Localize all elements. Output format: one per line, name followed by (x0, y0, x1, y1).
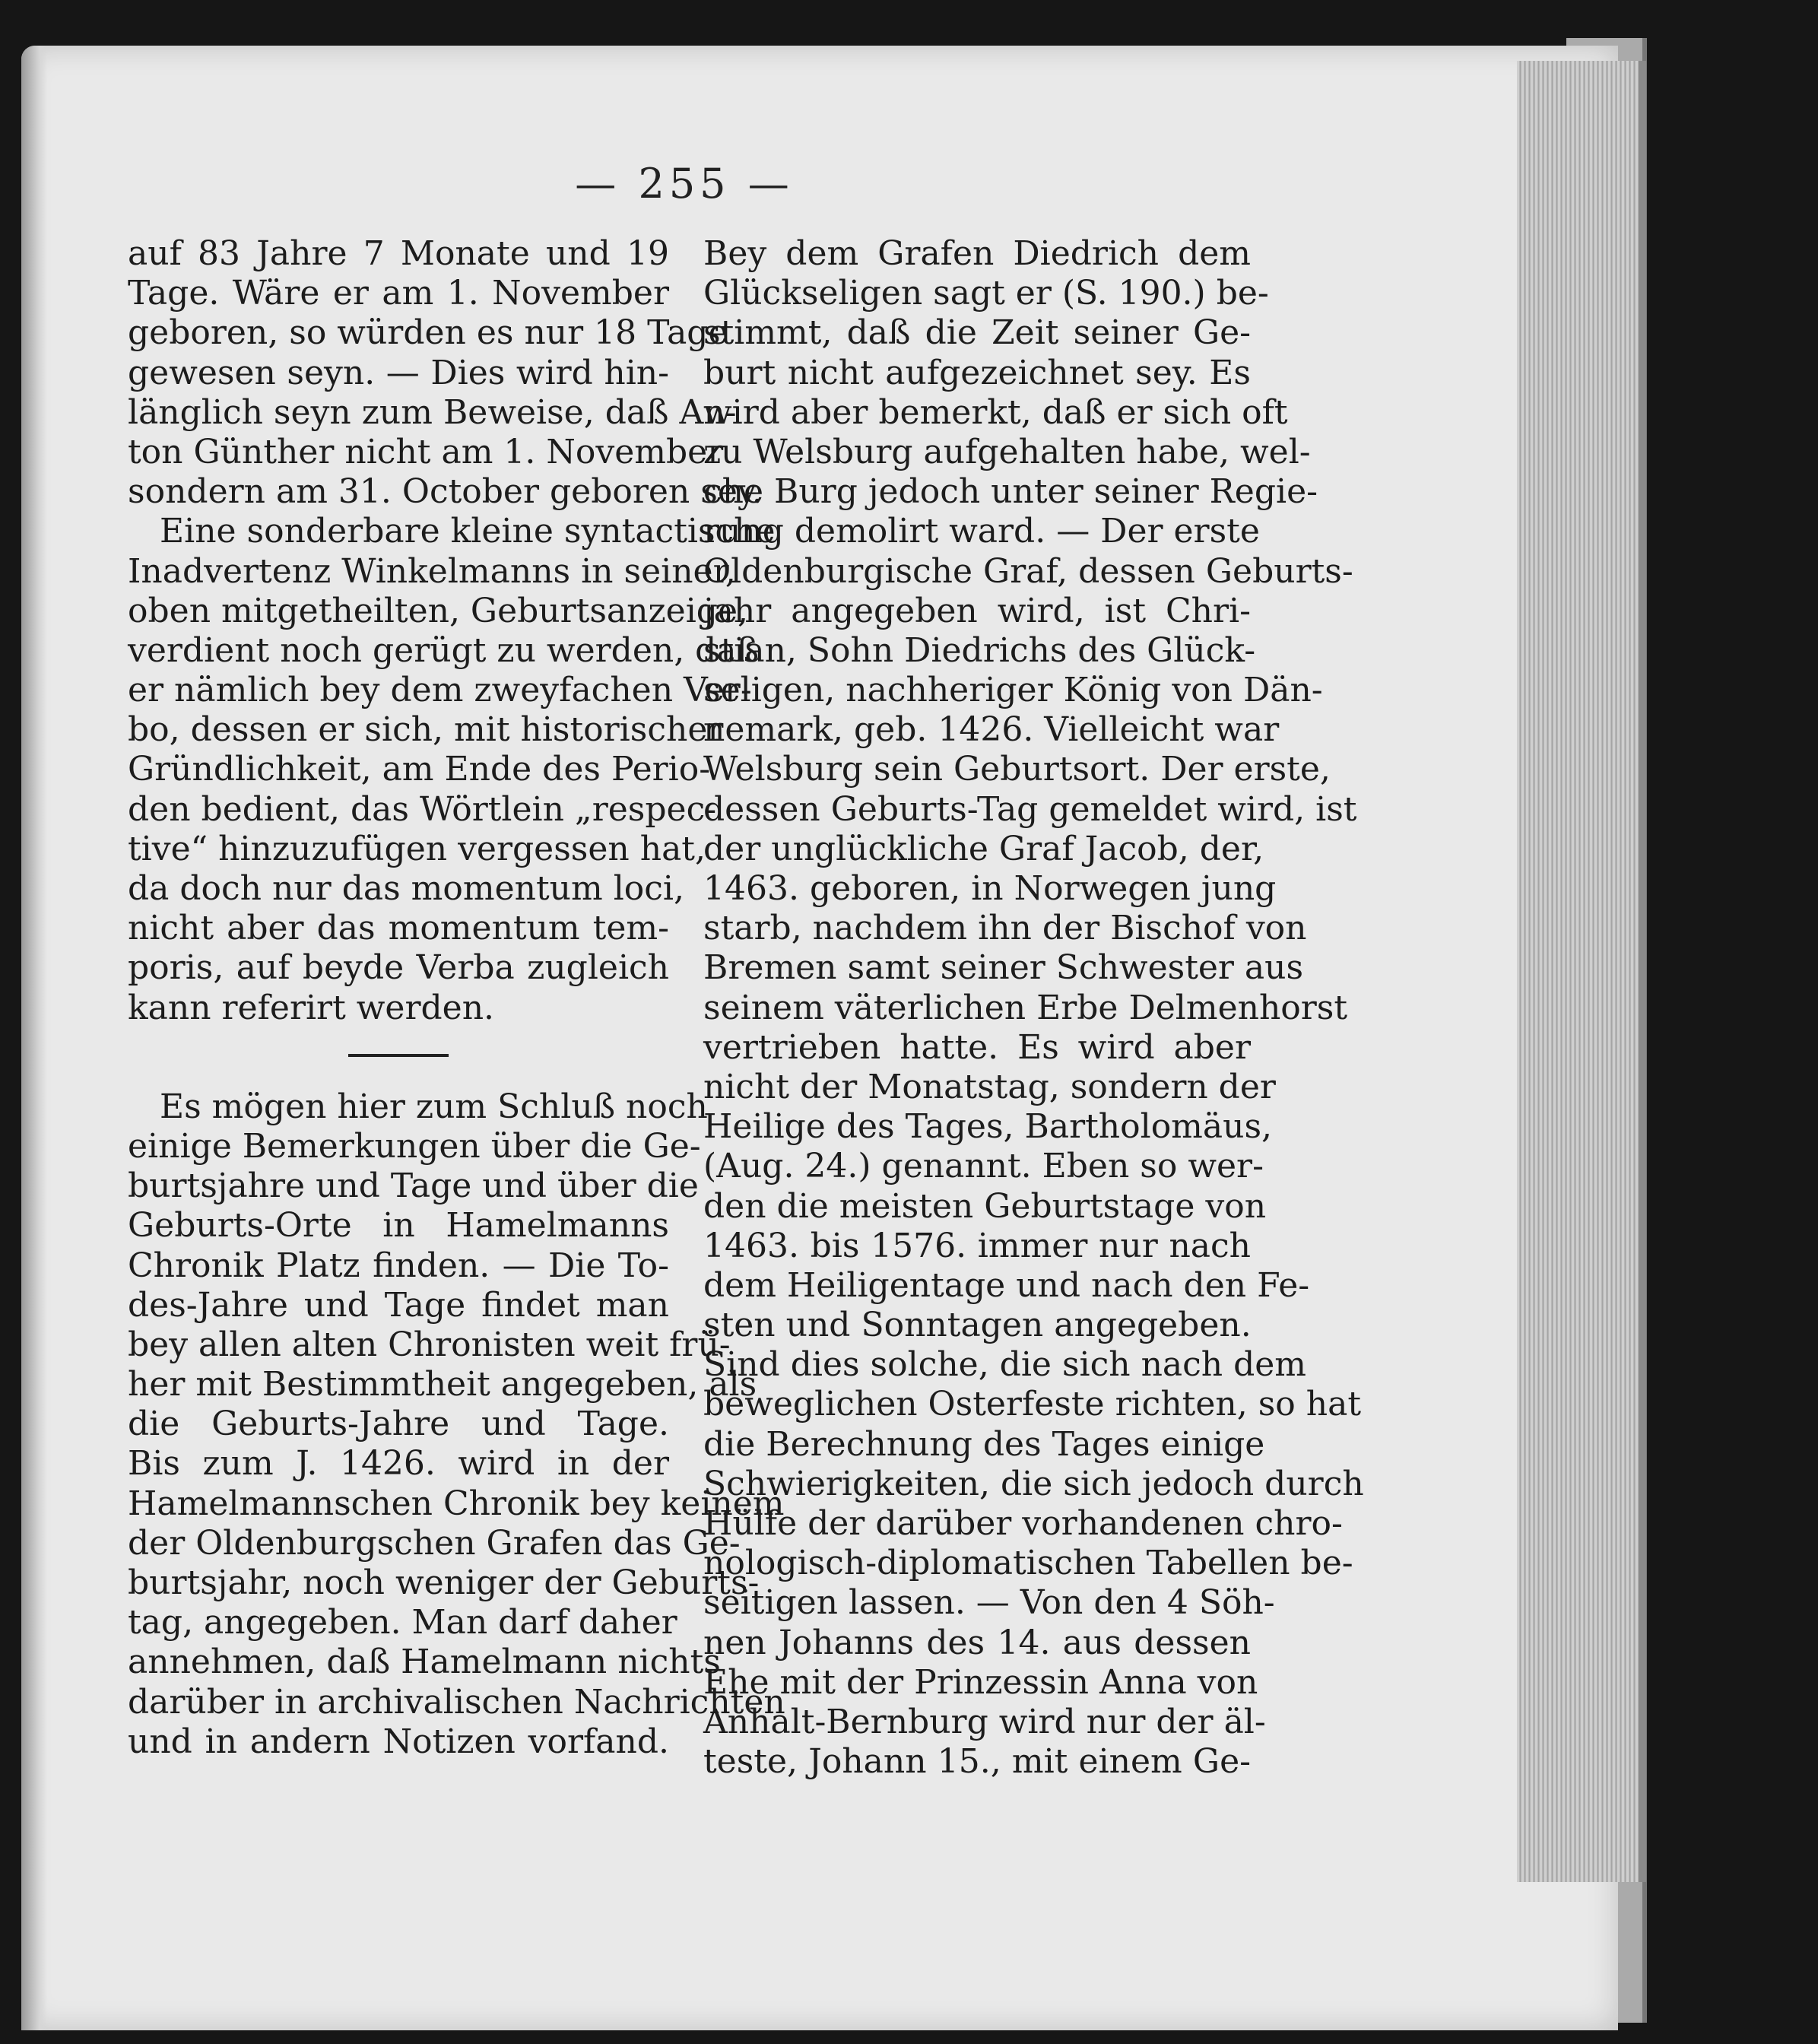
text-line: Sind dies solche, die sich nach dem (703, 1345, 1307, 1385)
text-line: nologisch-diplomatischen Tabellen be- (703, 1544, 1353, 1583)
text-line: tive“ hinzuzufügen vergessen hat, (128, 829, 706, 868)
text-line: einige Bemerkungen über die Ge- (128, 1126, 701, 1166)
text-line: Tage. Wäre er am 1. November (128, 274, 669, 313)
page-number: — 255 — (575, 160, 794, 208)
text-line: zu Welsburg aufgehalten habe, wel- (703, 432, 1311, 471)
text-line: annehmen, daß Hamelmann nichts (128, 1642, 721, 1682)
text-line: nicht aber das momentum tem- (128, 909, 669, 948)
text-line: Bis zum J. 1426. wird in der (128, 1444, 669, 1484)
text-line: Bremen samt seiner Schwester aus (703, 948, 1304, 988)
text-line: oben mitgetheilten, Geburtsanzeige, (128, 591, 748, 630)
text-line: Welsburg sein Geburtsort. Der erste, (703, 750, 1331, 789)
text-line: des-Jahre und Tage findet man (128, 1285, 669, 1325)
text-line: und in andern Notizen vorfand. (128, 1722, 669, 1761)
text-line: da doch nur das momentum loci, (128, 869, 684, 908)
text-line: dem Heiligentage und nach den Fe- (703, 1265, 1310, 1305)
text-line: Eine sonderbare kleine syntactische (160, 512, 776, 551)
text-line: 1463. geboren, in Norwegen jung (703, 869, 1277, 908)
text-line: kann referirt werden. (128, 988, 495, 1027)
text-line: Hülfe der darüber vorhandenen chro- (703, 1504, 1343, 1543)
text-line: der Oldenburgschen Grafen das Ge- (128, 1523, 741, 1563)
text-line: der unglückliche Graf Jacob, der, (703, 829, 1264, 868)
paragraph-3 (128, 1087, 785, 1762)
text-line: nemark, geb. 1426. Vielleicht war (703, 710, 1280, 750)
text-line: darüber in archivalischen Nachrichten (128, 1682, 785, 1722)
text-line: che Burg jedoch unter seiner Regie- (703, 472, 1318, 512)
text-line: die Berechnung des Tages einige (703, 1424, 1265, 1464)
text-line: Heilige des Tages, Bartholomäus, (703, 1107, 1273, 1147)
text-line: Gründlichkeit, am Ende des Perio- (128, 750, 711, 789)
text-line: 1463. bis 1576. immer nur nach (703, 1226, 1251, 1265)
text-line: beweglichen Osterfeste richten, so hat (703, 1385, 1362, 1424)
text-line: wird aber bemerkt, daß er sich oft (703, 392, 1288, 432)
text-line: bo, dessen er sich, mit historischer (128, 710, 724, 750)
text-line: seitigen lassen. — Von den 4 Söh- (703, 1583, 1275, 1623)
text-line: er nämlich bey dem zweyfachen Ver- (128, 671, 752, 710)
text-line: sondern am 31. October geboren sey. (128, 472, 763, 512)
text-line: Geburts-Orte in Hamelmanns (128, 1206, 669, 1246)
text-line: Schwierigkeiten, die sich jedoch durch (703, 1464, 1364, 1503)
text-line: seinem väterlichen Erbe Delmenhorst (703, 988, 1348, 1027)
text-line: Ehe mit der Prinzessin Anna von (703, 1662, 1258, 1702)
text-line: ton Günther nicht am 1. November (128, 432, 724, 471)
page-stack-edges (1517, 61, 1646, 1882)
text-line: bey allen alten Chronisten weit frü- (128, 1325, 731, 1364)
text-line: (Aug. 24.) genannt. Eben so wer- (703, 1147, 1264, 1186)
paragraph-2 (128, 512, 776, 1027)
text-line: den bedient, das Wörtlein „respec- (128, 789, 717, 829)
text-line: burtsjahr, noch weniger der Geburts- (128, 1563, 760, 1602)
text-line: burt nicht aufgezeichnet sey. Es (703, 353, 1251, 392)
text-line: Hamelmannschen Chronik bey keinem (128, 1484, 785, 1523)
text-line: stimmt, daß die Zeit seiner Ge- (703, 313, 1251, 353)
text-line: vertrieben hatte. Es wird aber (703, 1027, 1251, 1067)
text-line: Bey dem Grafen Diedrich dem (703, 234, 1251, 273)
text-line: auf 83 Jahre 7 Monate und 19 (128, 234, 669, 273)
text-line: burtsjahre und Tage und über die (128, 1166, 699, 1206)
text-line: teste, Johann 15., mit einem Ge- (703, 1742, 1251, 1782)
text-line: starb, nachdem ihn der Bischof von (703, 909, 1307, 948)
text-line: verdient noch gerügt zu werden, daß (128, 630, 759, 670)
text-line: her mit Bestimmtheit angegeben, als (128, 1365, 757, 1404)
text-line: länglich seyn zum Beweise, daß An- (128, 392, 737, 432)
text-line: Glückseligen sagt er (S. 190.) be- (703, 274, 1269, 313)
text-line: geboren, so würden es nur 18 Tage (128, 313, 728, 353)
text-line: Oldenburgische Graf, dessen Geburts- (703, 551, 1353, 591)
text-line: dessen Geburts-Tag gemeldet wird, ist (703, 789, 1357, 829)
left-column (128, 234, 785, 1762)
text-line: nen Johanns des 14. aus dessen (703, 1623, 1251, 1662)
text-line: Inadvertenz Winkelmanns in seiner, (128, 551, 736, 591)
text-line: nicht der Monatstag, sondern der (703, 1067, 1276, 1106)
right-column (703, 234, 1364, 1782)
text-line: rung demolirt ward. — Der erste (703, 512, 1260, 551)
text-line: den die meisten Geburtstage von (703, 1186, 1267, 1226)
text-line: tag, angegeben. Man darf daher (128, 1603, 677, 1642)
text-line: Chronik Platz finden. — Die To- (128, 1246, 669, 1285)
text-line: poris, auf beyde Verba zugleich (128, 948, 669, 988)
text-line: seligen, nachheriger König von Dän- (703, 671, 1323, 710)
page-gutter (21, 46, 47, 2030)
text-line: Anhalt-Bernburg wird nur der äl- (703, 1702, 1266, 1741)
paragraph-1 (128, 234, 763, 512)
text-line: stian, Sohn Diedrichs des Glück- (703, 630, 1256, 670)
text-line: gewesen seyn. — Dies wird hin- (128, 353, 669, 392)
text-line: die Geburts-Jahre und Tage. (128, 1404, 669, 1444)
text-line: jahr angegeben wird, ist Chri- (703, 591, 1251, 630)
section-divider (348, 1054, 449, 1057)
text-line: sten und Sonntagen angegeben. (703, 1306, 1252, 1345)
text-line: Es mögen hier zum Schluß noch (160, 1087, 708, 1126)
